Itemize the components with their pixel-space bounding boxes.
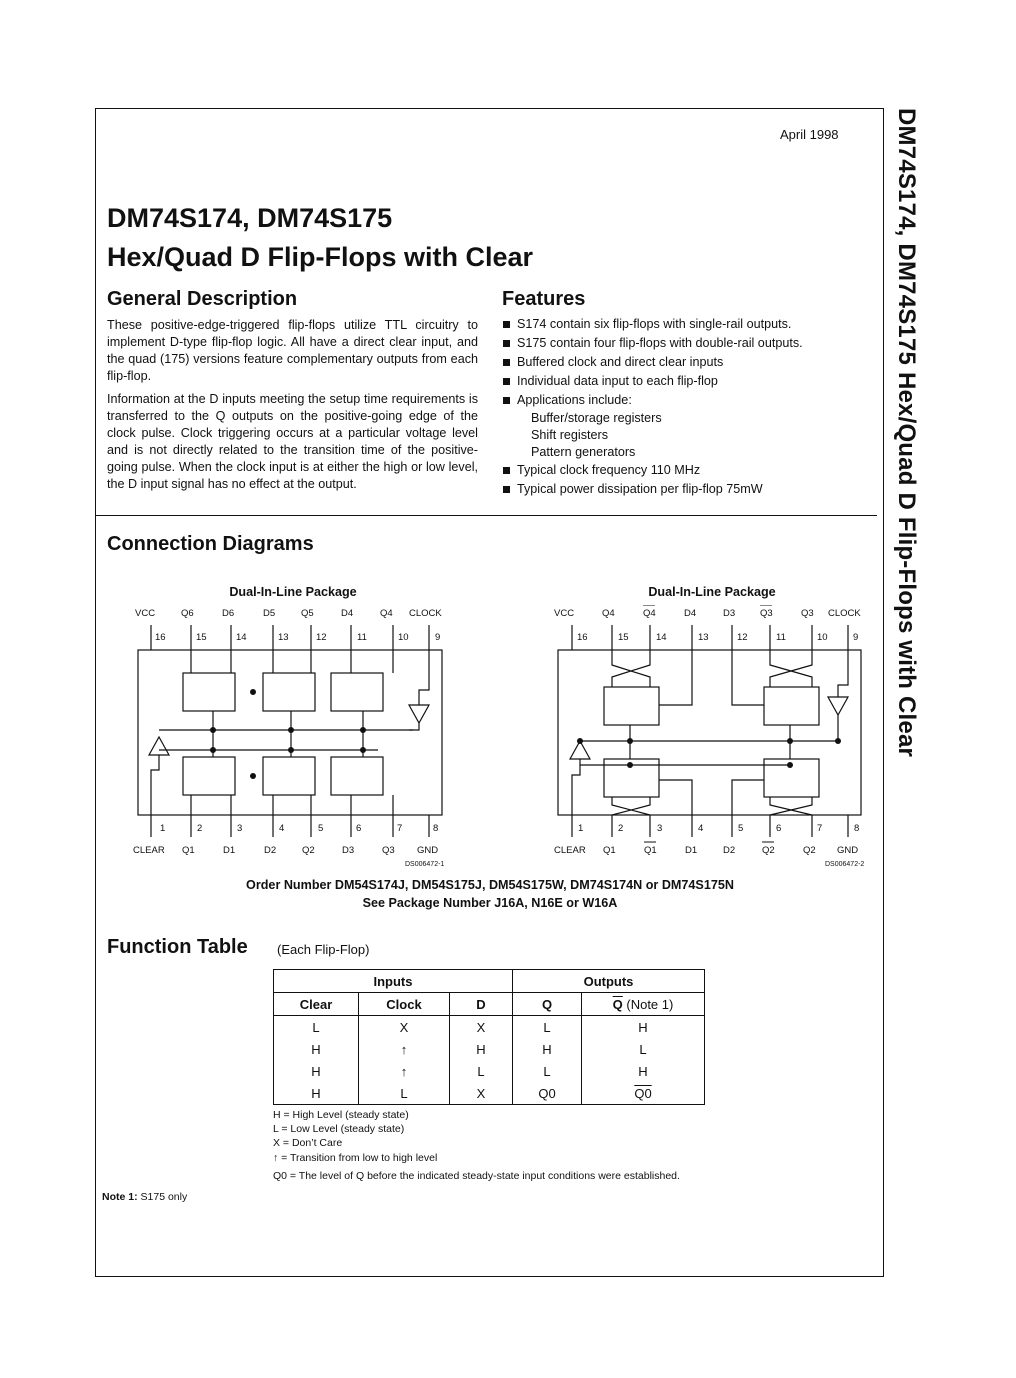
feature-item: Buffered clock and direct clear inputs [502, 353, 872, 372]
dip-package-s175 [542, 605, 882, 873]
order-info [100, 876, 880, 912]
pin-label: GND [417, 845, 439, 856]
pin-label: D1 [685, 845, 698, 856]
pin-number: 6 [356, 823, 362, 834]
table-row: H L X Q0 Q0 [274, 1082, 705, 1105]
general-description-heading: General Description [107, 288, 298, 310]
pin-number: 7 [397, 823, 403, 834]
pin-number: 11 [357, 632, 367, 643]
col-q: Q [513, 993, 582, 1016]
pin-number: 2 [618, 823, 624, 834]
legend-item: H = High Level (steady state) [273, 1109, 409, 1121]
bullet-icon [503, 359, 510, 366]
legend-item: ↑ = Transition from low to high level [273, 1151, 438, 1164]
package-numbers: See Package Number J16A, N16E or W16A [362, 896, 618, 910]
pin-label: GND [837, 845, 859, 856]
pin-label: Q6 [181, 608, 194, 619]
pin-label: Q4 [602, 608, 615, 619]
function-table-subheading: (Each Flip-Flop) [277, 942, 370, 957]
flip-flop-block [331, 673, 383, 711]
pin-label: Q5 [301, 608, 314, 619]
footnote [102, 1191, 187, 1203]
pin-number: 2 [197, 823, 203, 834]
pin-number: 11 [776, 632, 786, 643]
connection-diagram-s174 [123, 585, 463, 875]
function-table-heading: Function Table [107, 936, 248, 958]
description-paragraph: Information at the D inputs meeting the setup time requirements is transferred to the Q outputs on the positive-going edge of the clock pulse. Clock triggering occurs at a particular voltage level and is not directly related to the transition time of the positive-going pulse. When the clock input is at either the high or low level, the D input signal has no effect at the output. [107, 392, 478, 491]
feature-item: Individual data input to each flip-flop [502, 372, 872, 391]
pin-number: 10 [817, 632, 828, 643]
outputs-group-header: Outputs [513, 970, 705, 993]
pin-label: Q3 [760, 608, 773, 619]
pin-label: D2 [264, 845, 277, 856]
side-title: DM74S174, DM74S175 Hex/Quad D Flip-Flops with Clear [893, 108, 920, 758]
pin-label: VCC [135, 608, 156, 619]
flip-flop-block [183, 757, 235, 795]
legend-item: Q0 = The level of Q before the indicated steady-state input conditions were established. [273, 1169, 680, 1182]
pin-label: Q3 [801, 608, 814, 619]
pin-number: 5 [738, 823, 744, 834]
application-item: Pattern generators [531, 445, 636, 459]
document-title-line1: DM74S174, DM74S175 [107, 203, 393, 233]
pin-number: 8 [433, 823, 439, 834]
table-legend [273, 1108, 680, 1183]
buffer-gate [149, 737, 169, 755]
buffer-gate [409, 705, 429, 723]
pin-label: D6 [222, 608, 235, 619]
flip-flop-block [604, 687, 659, 725]
pin-label: D1 [223, 845, 236, 856]
flip-flop-block [331, 757, 383, 795]
feature-item: Typical clock frequency 110 MHz [502, 461, 872, 480]
pin-label: CLEAR [133, 845, 165, 856]
pin-label: VCC [554, 608, 575, 619]
pin-number: 15 [618, 632, 629, 643]
bullet-icon [503, 340, 510, 347]
pin-number: 14 [656, 632, 667, 643]
pin-number: 14 [236, 632, 247, 643]
col-qbar: $\overline{Q}$ (Note 1) [582, 993, 705, 1016]
flip-flop-block [263, 673, 315, 711]
note-label: Note 1: [102, 1191, 138, 1203]
pin-label: Q4 [380, 608, 393, 619]
inputs-group-header: Inputs [274, 970, 513, 993]
pin-number: 8 [854, 823, 860, 834]
bullet-icon [503, 378, 510, 385]
bullet-icon [503, 321, 510, 328]
pin-number: 9 [853, 632, 859, 643]
pin-label: CLEAR [554, 845, 586, 856]
pin-number: 6 [776, 823, 782, 834]
pin-label: Q1 [182, 845, 195, 856]
feature-item: Applications include: [502, 391, 872, 410]
pin-number: 5 [318, 823, 324, 834]
pin-label: CLOCK [409, 608, 442, 619]
col-clear: Clear [274, 993, 359, 1016]
table-row: H ↑ L L H [274, 1060, 705, 1082]
pin-label: Q2 [803, 845, 816, 856]
pin-label: CLOCK [828, 608, 861, 619]
buffer-gate [828, 697, 848, 715]
pin-label: Q2 [302, 845, 315, 856]
function-table [273, 969, 705, 1105]
col-d: D [450, 993, 513, 1016]
pin-number: 16 [577, 632, 588, 643]
pin-number: 1 [160, 823, 166, 834]
pin-number: 13 [278, 632, 289, 643]
table-row: L X X L H [274, 1016, 705, 1039]
col-clock: Clock [359, 993, 450, 1016]
bullet-icon [503, 397, 510, 404]
pin-number: 10 [398, 632, 409, 643]
flip-flop-block [764, 687, 819, 725]
legend-item: L = Low Level (steady state) [273, 1123, 405, 1136]
legend-item: X = Don’t Care [273, 1137, 343, 1150]
pin-label: D4 [684, 608, 697, 619]
flip-flop-block [263, 757, 315, 795]
bullet-icon [503, 467, 510, 474]
pin-label: D4 [341, 608, 354, 619]
pin-number: 3 [657, 823, 663, 834]
pin-number: 9 [435, 632, 441, 643]
figure-code: DS006472-1 [405, 861, 445, 868]
pin-label: D5 [263, 608, 276, 619]
pin-label: Q1 [603, 845, 616, 856]
features-list [502, 315, 872, 499]
side-title-bar [890, 108, 930, 808]
feature-item: Typical power dissipation per flip-flop 75mW [502, 480, 872, 499]
pin-label: D3 [342, 845, 355, 856]
pin-number: 12 [737, 632, 748, 643]
pin-label: Q2 [762, 845, 775, 856]
section-divider [96, 515, 877, 516]
table-row: H ↑ H H L [274, 1038, 705, 1060]
pin-number: 12 [316, 632, 327, 643]
diagram-title: Dual-In-Line Package [648, 585, 776, 599]
pin-number: 4 [279, 823, 285, 834]
flip-flop-block [183, 673, 235, 711]
document-date: April 1998 [780, 127, 839, 142]
feature-item: S174 contain six flip-flops with single-rail outputs. [502, 315, 872, 334]
feature-item: S175 contain four flip-flops with double-rail outputs. [502, 334, 872, 353]
pin-number: 3 [237, 823, 243, 834]
pin-number: 1 [578, 823, 584, 834]
application-item: Shift registers [531, 428, 608, 442]
figure-code: DS006472-2 [825, 861, 865, 868]
pin-label: Q4 [643, 608, 656, 619]
dip-package-s174 [123, 605, 463, 873]
connection-diagram-s175 [542, 585, 882, 875]
pin-label: Q3 [382, 845, 395, 856]
features-heading: Features [502, 288, 586, 310]
pin-number: 4 [698, 823, 704, 834]
pin-label: D3 [723, 608, 736, 619]
pin-number: 15 [196, 632, 207, 643]
order-numbers: Order Number DM54S174J, DM54S175J, DM54S175W, DM74S174N or DM74S175N [246, 878, 734, 892]
pin-label: D2 [723, 845, 736, 856]
description-paragraph: These positive-edge-triggered flip-flops utilize TTL circuitry to implement D-type flip-flop logic. All have a direct clear input, and the quad (175) versions feature complementary outputs from each flip-flop. [107, 318, 478, 383]
pin-number: 13 [698, 632, 709, 643]
diagram-title: Dual-In-Line Package [229, 585, 357, 599]
bullet-icon [503, 486, 510, 493]
pin-number: 7 [817, 823, 823, 834]
note-text: S175 only [137, 1191, 188, 1203]
document-title-line2: Hex/Quad D Flip-Flops with Clear [107, 242, 534, 272]
connection-diagrams-heading: Connection Diagrams [107, 533, 314, 555]
general-description [107, 317, 478, 499]
pin-number: 16 [155, 632, 166, 643]
application-item: Buffer/storage registers [531, 411, 662, 425]
pin-label: Q1 [644, 845, 657, 856]
